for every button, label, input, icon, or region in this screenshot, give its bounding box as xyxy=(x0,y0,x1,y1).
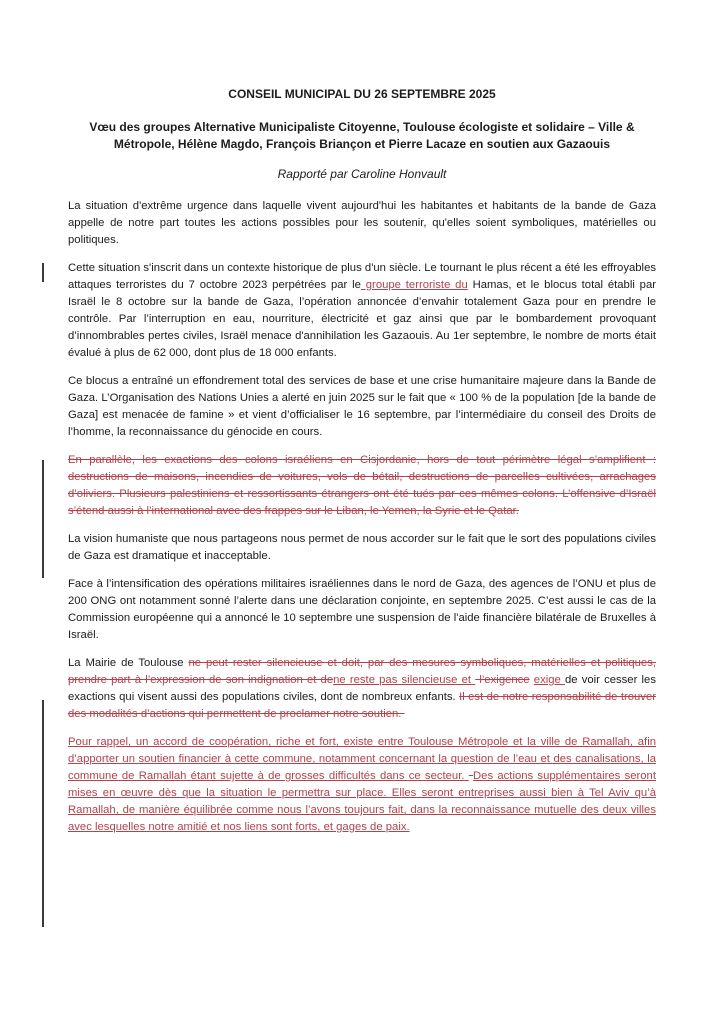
deleted-text-run: l’exigence xyxy=(475,674,530,686)
text-run: La situation d'extrême urgence dans laquelle vivent aujourd'hui les habitantes et habitants de la bande de Gaza appelle de notre part toutes les actions possibles pour les soutenir, qu'elles soient symboliques, matérielles ou politiques. xyxy=(68,200,656,246)
paragraph-inserted-ramallah xyxy=(68,734,656,836)
text-run: La vision humaniste que nous partageons nous permet de nous accorder sur le fait que le sort des populations civiles de Gaza est dramatique et inacceptable. xyxy=(68,533,656,562)
reporter-line: Rapporté par Caroline Honvault xyxy=(277,167,447,181)
text-run: Ce blocus a entraîné un effondrement total des services de base et une crise humanitaire majeure dans la Bande de Gaza. L’Organisation des Nations Unies a alerté en juin 2025 sur le fait que « 100 % de la population [de la bande de Gaza] est menacée de famine » et vient d’officialiser le 16 septembre, par l’intermédiaire du conseil des Droits de l’homme, la reconnaissance du génocide en cours. xyxy=(68,375,656,438)
paragraph-mairie-toulouse-revisions xyxy=(68,655,656,723)
deleted-text-run: ne peut rester silencieuse et doit, par des mesures symboliques, matérielles et politiques, prendre part à l’expression de son indignation et de xyxy=(68,657,656,686)
paragraph-contexte-historique xyxy=(68,260,656,362)
paragraph-intensification-onu xyxy=(68,576,656,644)
text-run: La Mairie de Toulouse xyxy=(68,657,189,669)
paragraph-blocus-effondrement xyxy=(68,373,656,441)
paragraph-situation-urgence xyxy=(68,198,656,249)
document-content xyxy=(68,86,656,847)
deleted-text-run: Il est de notre responsabilité de trouver des modalités d’actions qui permettent de proclamer notre soutien. xyxy=(68,691,657,720)
inserted-text-run: groupe terroriste du xyxy=(360,279,468,291)
inserted-text-run: exige xyxy=(533,674,565,686)
change-bar-deleted-paragraph xyxy=(42,460,44,578)
inserted-text-run: Des actions supplémentaires seront mises en œuvre dès que la situation le permettra sur place. Elles seront entreprises aussi bien à Tel Aviv qu’à Ramallah, de manière équilibrée comme nous l’avons toujours fait, dans la reconnaissance mutuelle des deux villes avec lesquelles notre amitié et nos liens sont forts, et gages de paix. xyxy=(68,770,656,833)
document-subtitle: Vœu des groupes Alternative Municipaliste Citoyenne, Toulouse écologiste et solidaire – Ville & Métropole, Hélène Magdo, François Briançon et Pierre Lacaze en soutien aux Gazaouis xyxy=(89,120,635,151)
change-bar-revised-paragraphs xyxy=(42,700,44,927)
change-bar-insertion-hamas xyxy=(42,263,44,282)
deleted-text-run: En parallèle, les exactions des colons israéliens en Cisjordanie, hors de tout périmètre légal s’amplifient : destructions de maisons, incendies de voitures, vols de bétail, destructions de parcelles cultivées, arrachages d’oliviers. Plusieurs palestiniens et ressortissants étrangers ont été tués par ces mêmes colons. L’offensive d’Israël s’étend aussi à l’international avec des frappes sur le Liban, le Yemen, la Syrie et le Qatar. xyxy=(68,454,656,517)
paragraph-vision-humaniste xyxy=(68,531,656,565)
text-run: Face à l’intensification des opérations militaires israéliennes dans le nord de Gaza, des agences de l’ONU et plus de 200 ONG ont notamment sonné l’alerte dans une déclaration conjointe, en septembre 2025. C’est aussi le cas de la Commission européenne qui a annoncé le 10 septembre une suspension de l'aide financière bilatérale de Bruxelles à Israël. xyxy=(68,578,656,641)
document-title: CONSEIL MUNICIPAL DU 26 SEPTEMBRE 2025 xyxy=(228,87,496,101)
text-run: Hamas, et le blocus total établi par Israël le 8 octobre sur la bande de Gaza, l’opération annoncée d’envahir totalement Gaza pour en prendre le contrôle. Par l’interruption en eau, nourriture, électricité et gaz ainsi que par le bombardement provoquant d’innombrables pertes civiles, Israël menace d'annihilation les Gazaouis. Au 1er septembre, le nombre de morts était évalué à plus de 62 000, dont plus de 18 000 enfants. xyxy=(68,279,656,359)
text-run: Cette situation s'inscrit dans un contexte historique de plus d'un siècle. Le tournant le plus récent a été les effroyables attaques terroristes du 7 octobre 2023 perpétrées par le xyxy=(68,262,656,291)
inserted-text-run: Pour rappel, un accord de coopération, riche et fort, existe entre Toulouse Métropole et la ville de Ramallah, afin d’apporter un soutien financier à cette commune, notamment concernant la question de l’eau et des canalisations, la commune de Ramallah étant sujette à de grosses difficultés dans ce secteur. xyxy=(68,736,656,782)
inserted-text-run: ne reste pas silencieuse et xyxy=(333,674,476,686)
paragraph-deleted-cisjordanie xyxy=(68,452,656,520)
text-run: de voir cesser les exactions qui visent aussi des populations civiles, dont de nombreux enfants. xyxy=(68,674,656,703)
